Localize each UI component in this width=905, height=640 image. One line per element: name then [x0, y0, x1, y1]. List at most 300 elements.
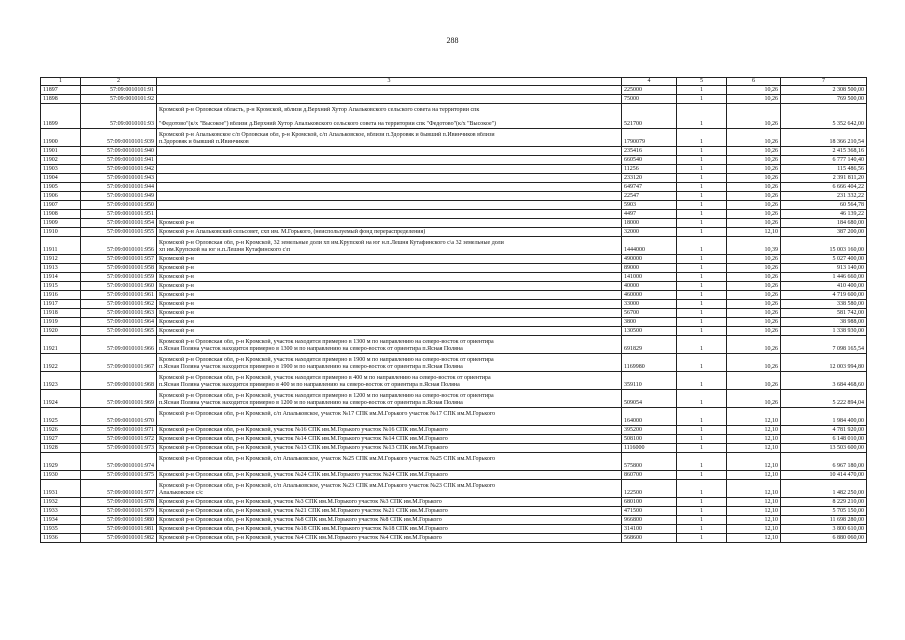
- cadastral-value: 3 800 610,00: [781, 525, 867, 534]
- column-5: 1: [677, 237, 727, 255]
- area: 130500: [622, 327, 677, 336]
- row-number: 11904: [41, 174, 81, 183]
- cadastral-number: 57:09:0010101:974: [81, 453, 157, 471]
- description: [157, 534, 622, 543]
- cadastral-number: 57:09:0010101:969: [81, 390, 157, 408]
- table-row: [41, 201, 867, 210]
- area: 4497: [622, 210, 677, 219]
- cadastral-number: 57:09:0010101:972: [81, 435, 157, 444]
- rate: 12,10: [727, 480, 781, 498]
- row-number: 11903: [41, 165, 81, 174]
- column-5: 1: [677, 498, 727, 507]
- cadastral-value: 1 984 400,00: [781, 408, 867, 426]
- rate: 10,26: [727, 336, 781, 354]
- description: [157, 408, 622, 426]
- row-number: 11920: [41, 327, 81, 336]
- description: [157, 282, 622, 291]
- cadastral-value: 7 098 165,54: [781, 336, 867, 354]
- table-row: [41, 309, 867, 318]
- column-5: 1: [677, 165, 727, 174]
- area: 233120: [622, 174, 677, 183]
- column-5: 1: [677, 147, 727, 156]
- table-row: [41, 255, 867, 264]
- land-registry-table: [40, 77, 867, 543]
- description-line: Кромской р-н Орловская обл, р-н Кромской, участок №16 СПК им.М.Горького участок №16 СПК им.М.Горького: [159, 427, 448, 433]
- row-number: 11933: [41, 507, 81, 516]
- row-number: 11897: [41, 86, 81, 95]
- rate: 10,39: [727, 237, 781, 255]
- description-line: Кромской р-н Орловская обл, р-н Кромской, участок находится примерно в 1200 м по направлению на северо-восток от ориентира: [159, 393, 494, 399]
- description: [157, 426, 622, 435]
- rate: 10,26: [727, 291, 781, 300]
- area: 508100: [622, 435, 677, 444]
- row-number: 11915: [41, 282, 81, 291]
- cadastral-value: 5 705 150,00: [781, 507, 867, 516]
- cadastral-number: 57:09:0010101:944: [81, 183, 157, 192]
- cadastral-value: 11 698 280,00: [781, 516, 867, 525]
- description: [157, 219, 622, 228]
- description-line: "Федотово"(к/х "Высокое") вблизи д.Верхний Хутор Апальковского сельского совета на территории спк "Федотово"(к/х "Высокое"): [159, 121, 497, 127]
- cadastral-value: 6 666 404,22: [781, 183, 867, 192]
- cadastral-value: 13 503 600,00: [781, 444, 867, 453]
- description-line: Кромской р-н: [159, 292, 194, 298]
- cadastral-number: 57:09:0010101:950: [81, 201, 157, 210]
- area: 164000: [622, 408, 677, 426]
- description: [157, 327, 622, 336]
- rate: 12,10: [727, 516, 781, 525]
- description-line: Кромской р-н Орловская обл, р-н Кромской, участок №14 СПК им.М.Горького участок №14 СПК им.М.Горького: [159, 436, 448, 442]
- description: [157, 300, 622, 309]
- cadastral-value: 338 580,00: [781, 300, 867, 309]
- area: 649747: [622, 183, 677, 192]
- table-row: [41, 95, 867, 104]
- column-5: 1: [677, 525, 727, 534]
- description-line: п.Ясная Поляна участок находится примерно в 1300 м по направлению на северо-восток от ориентира п.Ясная Поляна: [159, 346, 463, 352]
- area: 680100: [622, 498, 677, 507]
- table-row: [41, 453, 867, 471]
- rate: 12,10: [727, 471, 781, 480]
- cadastral-number: 57:09:0010101:967: [81, 354, 157, 372]
- table-body: [41, 78, 867, 543]
- row-number: 11926: [41, 426, 81, 435]
- cadastral-number: 57:09:0010101:966: [81, 336, 157, 354]
- row-number: 11929: [41, 453, 81, 471]
- table-row: [41, 525, 867, 534]
- description: [157, 273, 622, 282]
- description-line: п.Ясная Поляна участок находится примерно в 1900 м по направлению на северо-восток от ориентира п.Ясная Поляна: [159, 364, 463, 370]
- column-5: 1: [677, 318, 727, 327]
- rate: 12,10: [727, 408, 781, 426]
- table-row: [41, 390, 867, 408]
- column-5: 1: [677, 444, 727, 453]
- description: [157, 86, 622, 95]
- rate: 12,10: [727, 426, 781, 435]
- description-line: Кромской р-н Орловская обл, р-н Кромской, участок №13 СПК им.М.Горького участок №13 СПК им.М.Горького: [159, 445, 448, 451]
- cadastral-number: 57:09:0010101:975: [81, 471, 157, 480]
- description-line: Кромской р-н Орловская обл, р-н Кромской, с/п Апальковское, участок №17 СПК им.М.Горького участок №17 СПК им.М.Горького: [159, 411, 496, 417]
- column-5: 1: [677, 435, 727, 444]
- cadastral-number: 57:09:0010101:91: [81, 86, 157, 95]
- description-line: Кромской р-н: [159, 283, 194, 289]
- row-number: 11934: [41, 516, 81, 525]
- rate: 10,26: [727, 86, 781, 95]
- area: 141000: [622, 273, 677, 282]
- cadastral-value: 5 027 400,00: [781, 255, 867, 264]
- description: [157, 129, 622, 147]
- area: 575800: [622, 453, 677, 471]
- description: [157, 104, 622, 129]
- column-5: 1: [677, 273, 727, 282]
- table-row: [41, 471, 867, 480]
- table-row: [41, 354, 867, 372]
- cadastral-value: 5 352 642,00: [781, 104, 867, 129]
- header-cell: 5: [677, 78, 727, 86]
- rate: 10,26: [727, 255, 781, 264]
- cadastral-number: 57:09:0010101:979: [81, 507, 157, 516]
- rate: 10,26: [727, 129, 781, 147]
- column-5: 1: [677, 282, 727, 291]
- rate: 10,26: [727, 210, 781, 219]
- cadastral-number: 57:09:0010101:949: [81, 192, 157, 201]
- column-5: 1: [677, 210, 727, 219]
- area: 18000: [622, 219, 677, 228]
- rate: 12,10: [727, 444, 781, 453]
- cadastral-value: 913 140,00: [781, 264, 867, 273]
- rate: 12,10: [727, 435, 781, 444]
- description-line: [159, 418, 619, 425]
- area: 89000: [622, 264, 677, 273]
- column-5: 1: [677, 129, 727, 147]
- description: [157, 255, 622, 264]
- rate: 10,26: [727, 156, 781, 165]
- description: [157, 192, 622, 201]
- description: [157, 471, 622, 480]
- row-number: 11899: [41, 104, 81, 129]
- rate: 12,10: [727, 498, 781, 507]
- cadastral-value: 1 482 250,00: [781, 480, 867, 498]
- cadastral-number: 57:09:0010101:981: [81, 525, 157, 534]
- description-line: Кромской р-н Орловская обл, р-н Кромской, участок №18 СПК им.М.Горького участок №18 СПК им.М.Горького: [159, 526, 448, 532]
- row-number: 11928: [41, 444, 81, 453]
- description-line: Кромской р-н Орловская обл, р-н Кромской, участок находится примерно в 1900 м по направлению на северо-восток от ориентира: [159, 357, 494, 363]
- rate: 10,26: [727, 318, 781, 327]
- row-number: 11924: [41, 390, 81, 408]
- column-5: 1: [677, 480, 727, 498]
- cadastral-value: 769 500,00: [781, 95, 867, 104]
- table-row: [41, 264, 867, 273]
- row-number: 11922: [41, 354, 81, 372]
- description: [157, 336, 622, 354]
- row-number: 11927: [41, 435, 81, 444]
- description-line: Кромской р-н Орловская область, р-н Кромской, вблизи д.Верхний Хутор Апальковского сельского совета на территории спк: [159, 107, 480, 113]
- cadastral-value: 18 366 210,54: [781, 129, 867, 147]
- description: [157, 453, 622, 471]
- description-line: Кромской р-н Орловская обл, р-н Кромской, с/п Апальковское, участок №25 СПК им.М.Горького участок №25 СПК им.М.Горького: [159, 456, 496, 462]
- description: [157, 525, 622, 534]
- area: 1169980: [622, 354, 677, 372]
- table-row: [41, 507, 867, 516]
- cadastral-number: 57:09:0010101:973: [81, 444, 157, 453]
- column-5: 1: [677, 192, 727, 201]
- row-number: 11912: [41, 255, 81, 264]
- area: 33000: [622, 300, 677, 309]
- rate: 10,26: [727, 174, 781, 183]
- cadastral-value: 410 400,00: [781, 282, 867, 291]
- rate: 10,26: [727, 309, 781, 318]
- column-5: 1: [677, 408, 727, 426]
- column-5: 1: [677, 336, 727, 354]
- column-5: 1: [677, 534, 727, 543]
- column-5: 1: [677, 104, 727, 129]
- description: [157, 237, 622, 255]
- row-number: 11907: [41, 201, 81, 210]
- cadastral-value: 8 229 210,00: [781, 498, 867, 507]
- description-line: Кромской р-н Орловская обл, р-н Кромской, участок №21 СПК им.М.Горького участок №21 СПК им.М.Горького: [159, 508, 448, 514]
- cadastral-number: 57:09:0010101:939: [81, 129, 157, 147]
- rate: 12,10: [727, 507, 781, 516]
- row-number: 11900: [41, 129, 81, 147]
- row-number: 11913: [41, 264, 81, 273]
- table-row: [41, 183, 867, 192]
- row-number: 11917: [41, 300, 81, 309]
- table-header-row: [41, 78, 867, 86]
- area: 56700: [622, 309, 677, 318]
- description-line: Кромской р-н Орловская обл, р-н Кромской, участок №24 СПК им.М.Горького участок №24 СПК им.М.Горького: [159, 472, 448, 478]
- column-5: 1: [677, 264, 727, 273]
- table-row: [41, 300, 867, 309]
- row-number: 11930: [41, 471, 81, 480]
- description: [157, 174, 622, 183]
- area: 1116000: [622, 444, 677, 453]
- table-row: [41, 408, 867, 426]
- description: [157, 435, 622, 444]
- rate: 10,26: [727, 192, 781, 201]
- area: 660540: [622, 156, 677, 165]
- area: 460000: [622, 291, 677, 300]
- area: 359110: [622, 372, 677, 390]
- cadastral-value: 1 446 660,00: [781, 273, 867, 282]
- page-number: 288: [446, 36, 459, 45]
- description-line: хп им.Крупской на юг н.п.Лешня Кутафинского с\п: [159, 247, 291, 253]
- description: [157, 507, 622, 516]
- cadastral-number: 57:09:0010101:971: [81, 426, 157, 435]
- description-line: Кромской р-н: [159, 310, 194, 316]
- description: [157, 498, 622, 507]
- cadastral-value: 581 742,00: [781, 309, 867, 318]
- rate: 10,26: [727, 95, 781, 104]
- cadastral-value: 115 486,56: [781, 165, 867, 174]
- column-5: 1: [677, 426, 727, 435]
- description: [157, 390, 622, 408]
- column-5: 1: [677, 86, 727, 95]
- description: [157, 147, 622, 156]
- cadastral-number: 57:09:0010101:961: [81, 291, 157, 300]
- column-5: 1: [677, 95, 727, 104]
- column-5: 1: [677, 471, 727, 480]
- description-line: Кромской р-н: [159, 328, 194, 334]
- description-line: Кромской р-н Орловская обл, р-н Кромской, участок находится примерно в 1300 м по направлению на северо-восток от ориентира: [159, 339, 494, 345]
- description: [157, 516, 622, 525]
- column-5: 1: [677, 372, 727, 390]
- column-5: 1: [677, 255, 727, 264]
- header-cell: 6: [727, 78, 781, 86]
- cadastral-value: 6 880 060,00: [781, 534, 867, 543]
- cadastral-number: 57:09:0010101:958: [81, 264, 157, 273]
- row-number: 11909: [41, 219, 81, 228]
- row-number: 11910: [41, 228, 81, 237]
- row-number: 11919: [41, 318, 81, 327]
- column-5: 1: [677, 453, 727, 471]
- row-number: 11901: [41, 147, 81, 156]
- table-row: [41, 318, 867, 327]
- cadastral-value: 38 988,00: [781, 318, 867, 327]
- cadastral-value: 387 200,00: [781, 228, 867, 237]
- table-row: [41, 86, 867, 95]
- rate: 12,10: [727, 228, 781, 237]
- area: 509054: [622, 390, 677, 408]
- column-5: 1: [677, 300, 727, 309]
- table-row: [41, 219, 867, 228]
- column-5: 1: [677, 174, 727, 183]
- area: 1790079: [622, 129, 677, 147]
- rate: 10,26: [727, 147, 781, 156]
- cadastral-number: 57:09:0010101:960: [81, 282, 157, 291]
- cadastral-number: 57:09:0010101:965: [81, 327, 157, 336]
- area: 1444000: [622, 237, 677, 255]
- rate: 10,26: [727, 104, 781, 129]
- table-row: [41, 282, 867, 291]
- description: [157, 318, 622, 327]
- cadastral-value: 184 680,00: [781, 219, 867, 228]
- rate: 10,26: [727, 165, 781, 174]
- cadastral-number: 57:09:0010101:964: [81, 318, 157, 327]
- cadastral-number: 57:09:0010101:977: [81, 480, 157, 498]
- cadastral-value: 10 414 470,00: [781, 471, 867, 480]
- row-number: 11905: [41, 183, 81, 192]
- area: 225000: [622, 86, 677, 95]
- column-5: 1: [677, 390, 727, 408]
- table-row: [41, 435, 867, 444]
- description: [157, 480, 622, 498]
- cadastral-number: 57:09:0010101:951: [81, 210, 157, 219]
- table-row: [41, 129, 867, 147]
- area: 471500: [622, 507, 677, 516]
- table-row: [41, 534, 867, 543]
- rate: 10,26: [727, 183, 781, 192]
- cadastral-number: 57:09:0010101:962: [81, 300, 157, 309]
- area: 691829: [622, 336, 677, 354]
- description: [157, 309, 622, 318]
- row-number: 11908: [41, 210, 81, 219]
- cadastral-number: 57:09:0010101:978: [81, 498, 157, 507]
- column-5: 1: [677, 327, 727, 336]
- area: 75000: [622, 95, 677, 104]
- column-5: 1: [677, 201, 727, 210]
- table-row: [41, 192, 867, 201]
- table-row: [41, 210, 867, 219]
- description: [157, 228, 622, 237]
- cadastral-value: 6 777 140,40: [781, 156, 867, 165]
- rate: 10,26: [727, 372, 781, 390]
- column-5: 1: [677, 309, 727, 318]
- rate: 12,10: [727, 453, 781, 471]
- area: 490000: [622, 255, 677, 264]
- table-row: [41, 237, 867, 255]
- description-line: Кромской р-н: [159, 220, 194, 226]
- description-line: [159, 463, 619, 470]
- description-line: [159, 114, 619, 121]
- description: [157, 210, 622, 219]
- header-cell: 7: [781, 78, 867, 86]
- area: 11256: [622, 165, 677, 174]
- description: [157, 372, 622, 390]
- cadastral-value: 231 332,22: [781, 192, 867, 201]
- description-line: Кромской р-н: [159, 265, 194, 271]
- description-line: п.Здоровяк и бывший п.Ивинчиков: [159, 139, 249, 145]
- cadastral-number: 57:09:0010101:940: [81, 147, 157, 156]
- row-number: 11921: [41, 336, 81, 354]
- rate: 10,26: [727, 390, 781, 408]
- row-number: 11935: [41, 525, 81, 534]
- header-cell: 3: [157, 78, 622, 86]
- cadastral-number: 57:09:0010101:957: [81, 255, 157, 264]
- description: [157, 291, 622, 300]
- table-row: [41, 336, 867, 354]
- description: [157, 183, 622, 192]
- row-number: 11898: [41, 95, 81, 104]
- cadastral-value: 2 391 811,20: [781, 174, 867, 183]
- cadastral-number: 57:09:0010101:955: [81, 228, 157, 237]
- cadastral-value: 15 003 160,00: [781, 237, 867, 255]
- column-5: 1: [677, 156, 727, 165]
- column-5: 1: [677, 183, 727, 192]
- cadastral-number: 57:09:0010101:963: [81, 309, 157, 318]
- column-5: 1: [677, 507, 727, 516]
- rate: 10,26: [727, 201, 781, 210]
- area: 40000: [622, 282, 677, 291]
- cadastral-number: 57:09:0010101:943: [81, 174, 157, 183]
- area: 395200: [622, 426, 677, 435]
- rate: 10,26: [727, 273, 781, 282]
- description: [157, 201, 622, 210]
- rate: 10,26: [727, 264, 781, 273]
- area: 122500: [622, 480, 677, 498]
- table-row: [41, 426, 867, 435]
- area: 3800: [622, 318, 677, 327]
- cadastral-number: 57:09:0010101:968: [81, 372, 157, 390]
- cadastral-value: 6 148 010,00: [781, 435, 867, 444]
- description-line: Кромской р-н Орловская обл, р-н Кромской, с/п Апальковское, участок №23 СПК им.М.Горького участок №23 СПК им.М.Горького: [159, 483, 496, 489]
- area: 5903: [622, 201, 677, 210]
- cadastral-number: 57:09:0010101:956: [81, 237, 157, 255]
- table-row: [41, 165, 867, 174]
- table-row: [41, 480, 867, 498]
- cadastral-number: 57:09:0010101:970: [81, 408, 157, 426]
- row-number: 11925: [41, 408, 81, 426]
- description-line: п.Ясная Поляна участок находится примерно в 400 м по направлению на северо-восток от ориентира п.Ясная Поляна: [159, 382, 460, 388]
- table-row: [41, 372, 867, 390]
- description-line: Кромской р-н Апальковское с/п Орловская обл, р-н Кромской, с/п Апальковское, вблизи п.Здоровяк и бывший п.Ивинчиков вблизи: [159, 132, 495, 138]
- table-row: [41, 273, 867, 282]
- table-row: [41, 228, 867, 237]
- table-row: [41, 498, 867, 507]
- rate: 10,26: [727, 219, 781, 228]
- cadastral-number: 57:09:0010101:980: [81, 516, 157, 525]
- area: 22547: [622, 192, 677, 201]
- cadastral-value: 2 415 368,16: [781, 147, 867, 156]
- cadastral-value: 60 564,78: [781, 201, 867, 210]
- row-number: 11911: [41, 237, 81, 255]
